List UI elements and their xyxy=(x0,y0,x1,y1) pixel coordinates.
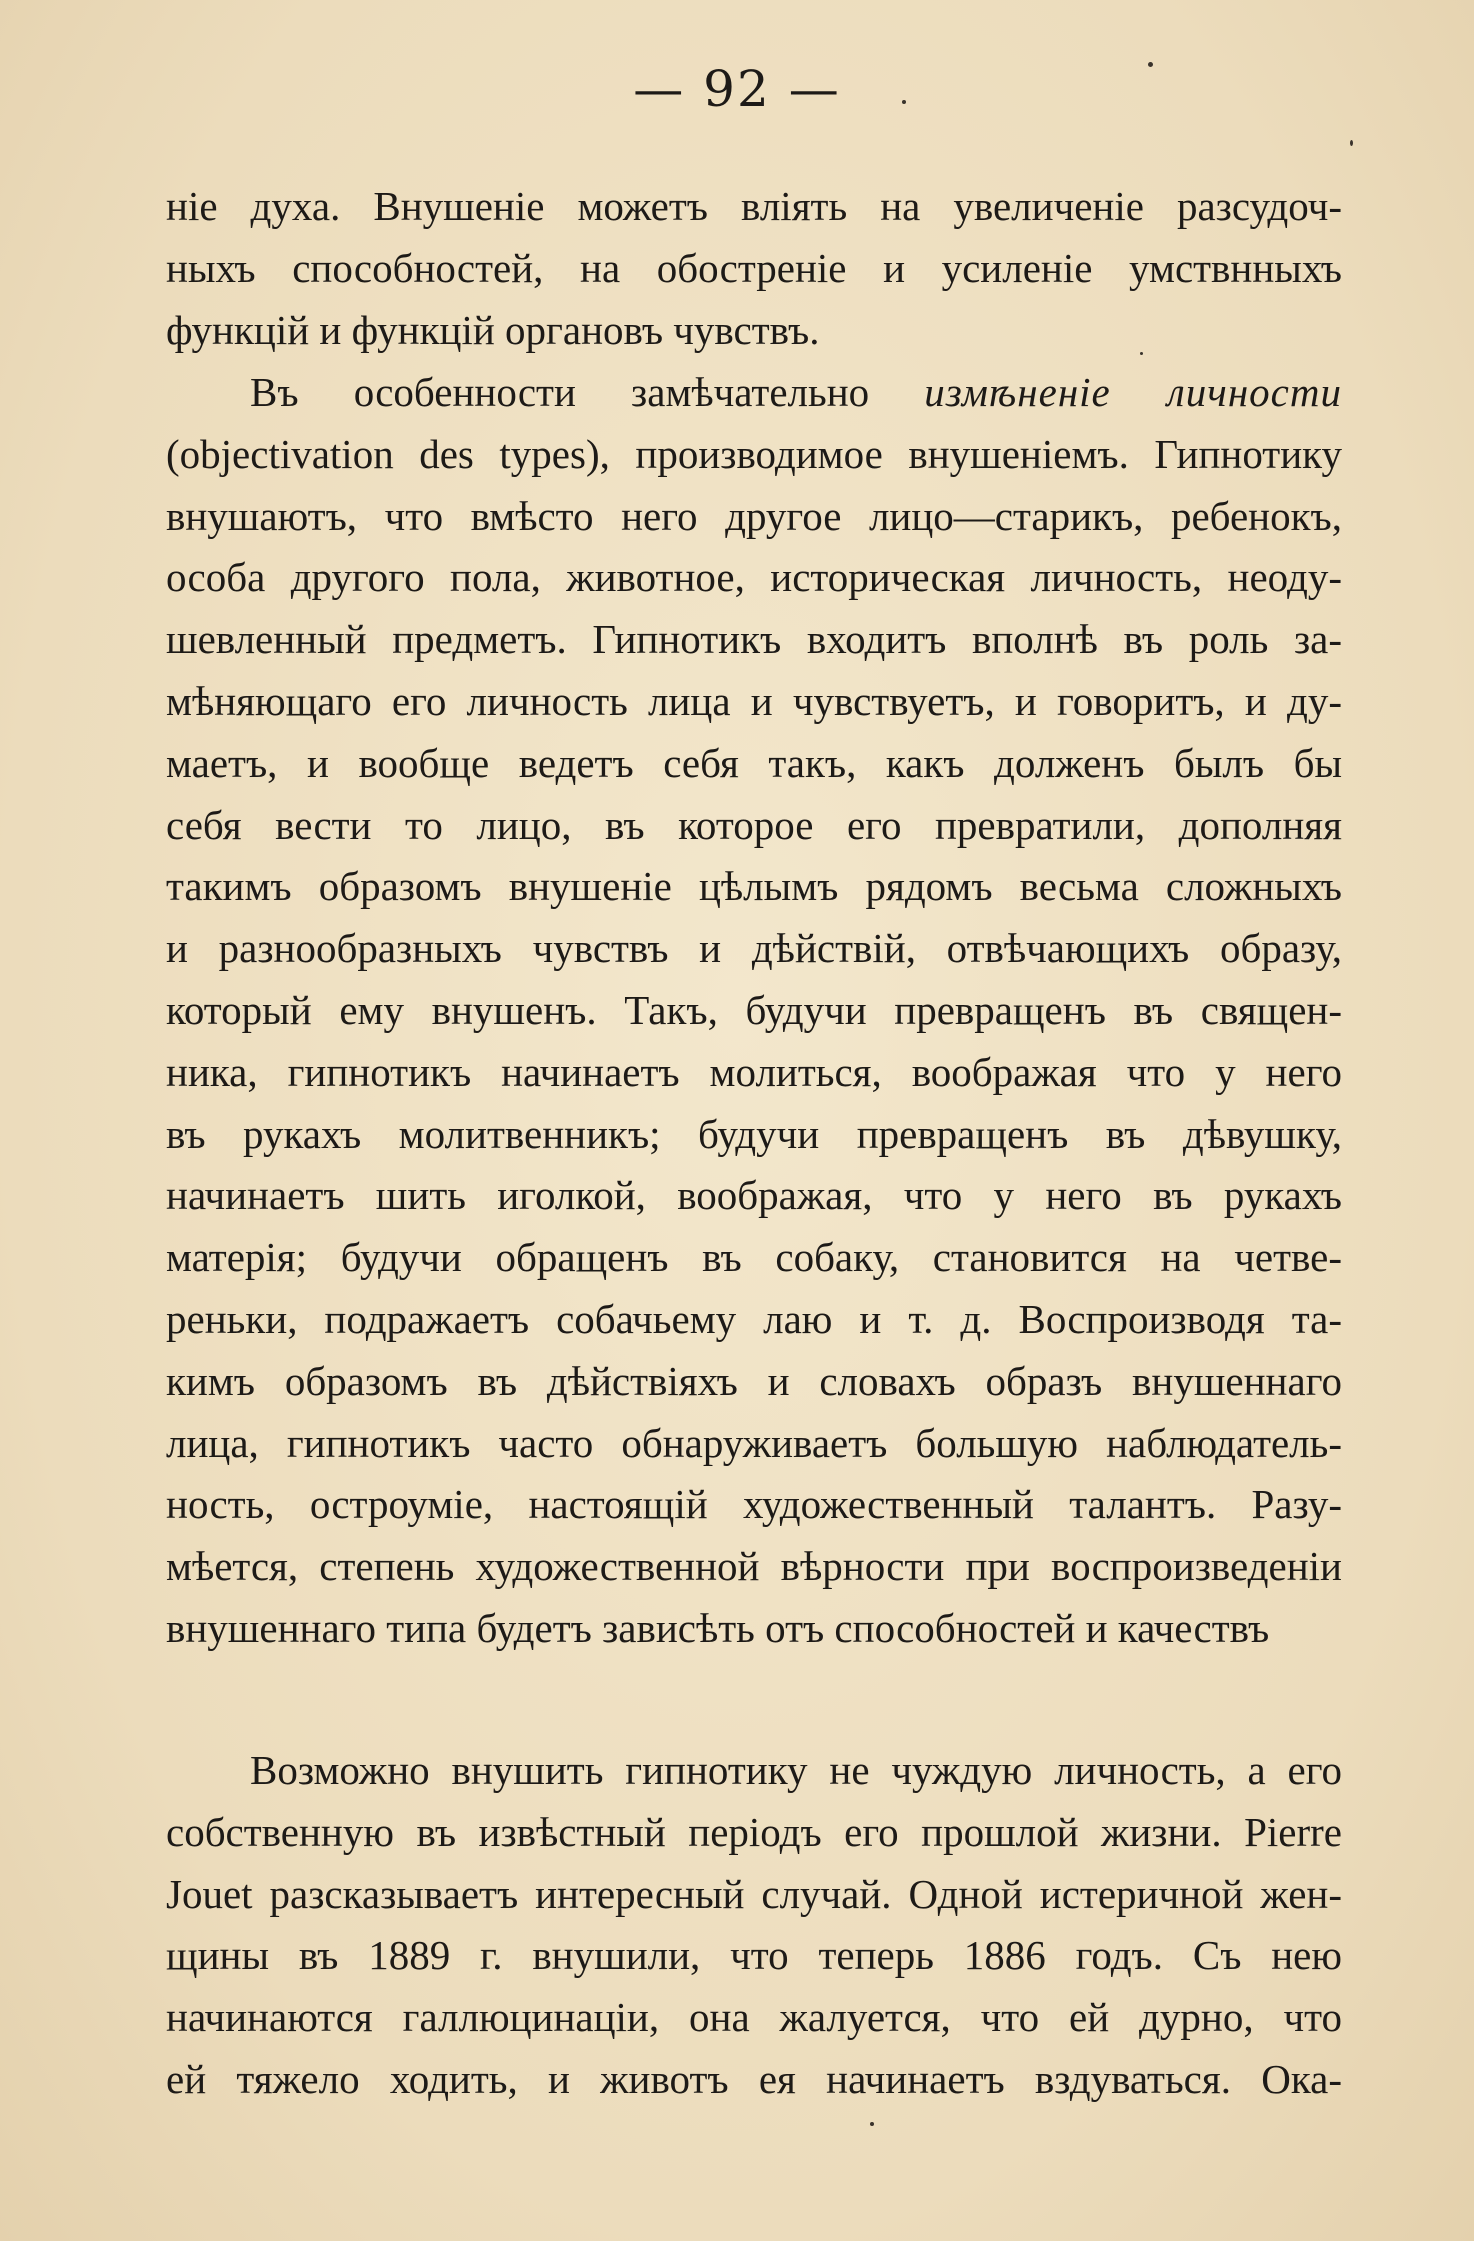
text-line: и разнообразныхъ чувствъ и дѣйствій, отвѣчающихъ образу, xyxy=(166,925,1342,972)
text-line: такимъ образомъ внушеніе цѣлымъ рядомъ весьма сложныхъ xyxy=(166,863,1342,910)
text-line: ныхъ способностей, на обостреніе и усиленіе умствнныхъ xyxy=(166,244,1342,291)
text-line: въ рукахъ молитвенникъ; будучи превращенъ въ дѣвушку, xyxy=(166,1110,1342,1157)
paper-speck xyxy=(1350,140,1353,146)
text-line: ей тяжело ходить, и животъ ея начинаетъ вздуваться. Ока- xyxy=(166,2055,1342,2102)
paper-speck xyxy=(1148,62,1153,67)
text-line: ніе духа. Внушеніе можетъ вліять на увеличеніе разсудоч- xyxy=(166,183,1342,229)
text-line: маетъ, и вообще ведетъ себя такъ, какъ долженъ былъ бы xyxy=(166,739,1342,786)
text-line: внушеннаго типа будетъ зависѣть отъ способностей и качествъ xyxy=(166,1604,1270,1651)
text-line: особа другого пола, животное, историческая личность, неоду- xyxy=(166,554,1342,601)
text-line: кимъ образомъ въ дѣйствіяхъ и словахъ образъ внушеннаго xyxy=(166,1357,1342,1404)
text-line: Возможно внушить гипнотику не чуждую личность, а его xyxy=(250,1747,1342,1793)
text-line: себя вести то лицо, въ которое его превратили, дополняя xyxy=(166,801,1342,848)
text-line: матерія; будучи обращенъ въ собаку, становится на четве- xyxy=(166,1234,1342,1281)
text-line: ника, гипнотикъ начинаетъ молиться, воображая что у него xyxy=(166,1048,1342,1095)
paper-speck xyxy=(870,2122,874,2126)
text-line: мѣняющаго его личность лица и чувствуетъ, и говоритъ, и ду- xyxy=(166,677,1342,724)
text-line: Jouet разсказываетъ интересный случай. Одной истеричной жен- xyxy=(166,1870,1342,1917)
text-line: собственную въ извѣстный періодъ его прошлой жизни. Pierre xyxy=(166,1808,1342,1855)
paper-speck xyxy=(902,100,906,104)
text-run: Въ особенности замѣчательно xyxy=(250,369,925,415)
text-line: лица, гипнотикъ часто обнаруживаетъ большую наблюдатель- xyxy=(166,1419,1342,1466)
text-line: начинаются галлюцинаціи, она жалуется, что ей дурно, что xyxy=(166,1994,1342,2041)
text-line: внушаютъ, что вмѣсто него другое лицо—старикъ, ребенокъ, xyxy=(166,492,1342,539)
paragraph-3 xyxy=(166,1740,1342,2111)
text-line: ность, остроуміе, настоящій художественный талантъ. Разу- xyxy=(166,1481,1342,1528)
emphasized-term: измѣненіе личности xyxy=(924,369,1342,415)
paper-speck xyxy=(1140,352,1143,355)
text-line: функцій и функцій органовъ чувствъ. xyxy=(166,306,820,353)
text-line xyxy=(166,362,1342,424)
paragraph-1 xyxy=(166,176,1342,361)
text-line: (objectivation des types), производимое внушеніемъ. Гипнотику xyxy=(166,430,1342,477)
text-line: шевленный предметъ. Гипнотикъ входитъ вполнѣ въ роль за- xyxy=(166,616,1342,663)
text-line: начинаетъ шить иголкой, воображая, что у него въ рукахъ xyxy=(166,1172,1342,1219)
text-line: который ему внушенъ. Такъ, будучи превращенъ въ священ- xyxy=(166,986,1342,1033)
paragraph-2 xyxy=(166,362,1342,1660)
text-line: мѣется, степень художественной вѣрности при воспроизведеніи xyxy=(166,1543,1342,1590)
text-line: реньки, подражаетъ собачьему лаю и т. д. Воспроизводя та- xyxy=(166,1295,1342,1342)
page-number: — 92 — xyxy=(633,60,841,118)
text-line: щины въ 1889 г. внушили, что теперь 1886 годъ. Съ нею xyxy=(166,1932,1342,1979)
